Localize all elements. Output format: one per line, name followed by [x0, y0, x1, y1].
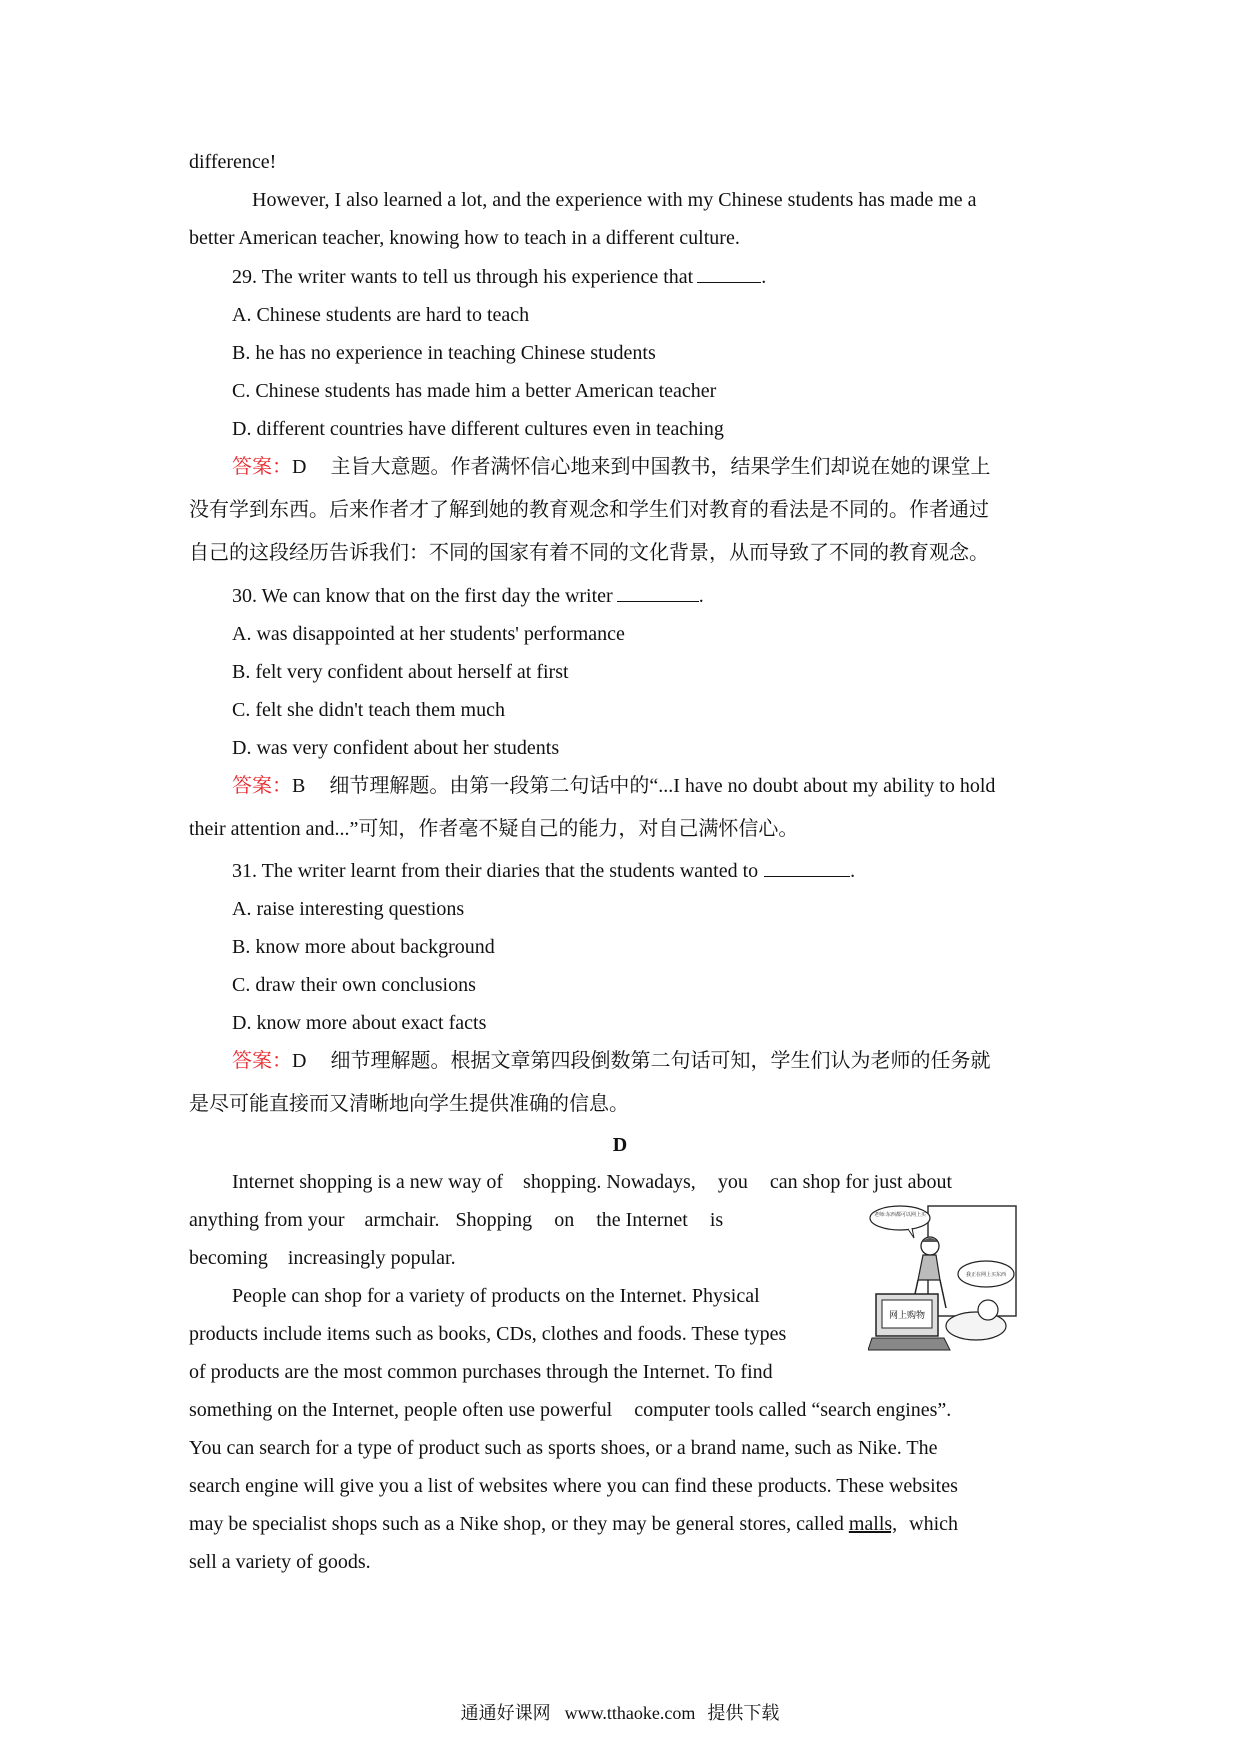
internet-shopping-cartoon — [868, 1198, 1020, 1358]
underlined-word: malls, — [848, 1513, 898, 1535]
passage-text-line: products include items such as books, CDs, clothes and foods. These types — [189, 1323, 787, 1345]
question-30-option-a: A. was disappointed at her students' performance — [232, 623, 625, 645]
passage-text-line: of products are the most common purchases through the Internet. To find — [189, 1361, 773, 1383]
answer-letter: D — [292, 456, 307, 478]
question-30-answer — [232, 772, 995, 800]
question-30-option-c: C. felt she didn't teach them much — [232, 699, 505, 721]
question-29-stem: 29. The writer wants to tell us through his experience that . — [232, 266, 767, 288]
passage-text-line: People can shop for a variety of products on the Internet. Physical — [232, 1285, 760, 1307]
answer-letter: D — [292, 1050, 307, 1072]
question-29-option-d: D. different countries have different cultures even in teaching — [232, 418, 724, 440]
answer-explanation: 自己的这段经历告诉我们：不同的国家有着不同的文化背景，从而导致了不同的教育观念。 — [189, 542, 989, 564]
question-30-stem: 30. We can know that on the first day the writer . — [232, 585, 704, 607]
answer-explanation: 是尽可能直接而又清晰地向学生提供准确的信息。 — [189, 1093, 629, 1115]
passage-text-line: However, I also learned a lot, and the experience with my Chinese students has made me a — [252, 189, 977, 211]
passage-text-line: difference! — [189, 151, 277, 173]
question-31-option-d: D. know more about exact facts — [232, 1012, 487, 1034]
passage-text-line: may be specialist shops such as a Nike shop, or they may be general stores, called malls, which — [189, 1513, 959, 1535]
answer-label: 答案： — [232, 1050, 292, 1072]
passage-text-line: Internet shopping is a new way of shopping. Nowadays, you can shop for just about — [232, 1171, 952, 1193]
passage-text-line: anything from your armchair. Shopping on the Internet is — [189, 1209, 724, 1231]
passage-text-line: becoming increasingly popular. — [189, 1247, 456, 1269]
passage-text-line: something on the Internet, people often use powerful computer tools called “search engines”. — [189, 1399, 952, 1421]
question-30-option-b: B. felt very confident about herself at first — [232, 661, 569, 683]
answer-explanation: 主旨大意题。作者满怀信心地来到中国教书，结果学生们却说在她的课堂上 — [330, 456, 991, 478]
question-29-option-c: C. Chinese students has made him a better American teacher — [232, 380, 717, 402]
page-footer: 通通好课网 www.tthaoke.com 提供下载 — [460, 1703, 780, 1723]
speech-bubble-text: 我正在网上买东西 — [965, 1272, 1007, 1278]
question-31-stem: 31. The writer learnt from their diaries that the students wanted to . — [232, 860, 856, 882]
answer-letter: B — [292, 775, 306, 797]
question-31-answer — [232, 1047, 990, 1075]
answer-explanation: 细节理解题。由第一段第二句话中的“...I have no doubt about my ability to hold — [329, 775, 996, 797]
answer-explanation: 细节理解题。根据文章第四段倒数第二句话可知，学生们认为老师的任务就 — [330, 1050, 991, 1072]
passage-text-line: You can search for a type of product such as sports shoes, or a brand name, such as Nike. The — [189, 1437, 938, 1459]
question-31-option-c: C. draw their own conclusions — [232, 974, 476, 996]
question-29-option-a: A. Chinese students are hard to teach — [232, 304, 530, 326]
question-29-option-b: B. he has no experience in teaching Chinese students — [232, 342, 656, 364]
passage-text-line: sell a variety of goods. — [189, 1551, 371, 1573]
answer-explanation: 没有学到东西。后来作者才了解到她的教育观念和学生们对教育的看法是不同的。作者通过 — [189, 499, 989, 521]
section-heading: D — [612, 1134, 628, 1156]
question-29-answer — [232, 453, 990, 481]
passage-text-line: search engine will give you a list of websites where you can find these products. These websites — [189, 1475, 958, 1497]
speech-bubble-text: 老师:东西都可以网上买 — [874, 1212, 926, 1218]
answer-label: 答案： — [232, 775, 292, 797]
question-30-option-d: D. was very confident about her students — [232, 737, 560, 759]
question-31-option-a: A. raise interesting questions — [232, 898, 465, 920]
question-31-option-b: B. know more about background — [232, 936, 495, 958]
screen-text: 网上购物 — [888, 1311, 926, 1321]
passage-text-line: better American teacher, knowing how to teach in a different culture. — [189, 227, 740, 249]
answer-explanation: their attention and...”可知，作者毫不疑自己的能力，对自己满怀信心。 — [189, 818, 799, 840]
answer-label: 答案： — [232, 456, 292, 478]
footer-url: www.tthaoke.com — [564, 1703, 696, 1723]
